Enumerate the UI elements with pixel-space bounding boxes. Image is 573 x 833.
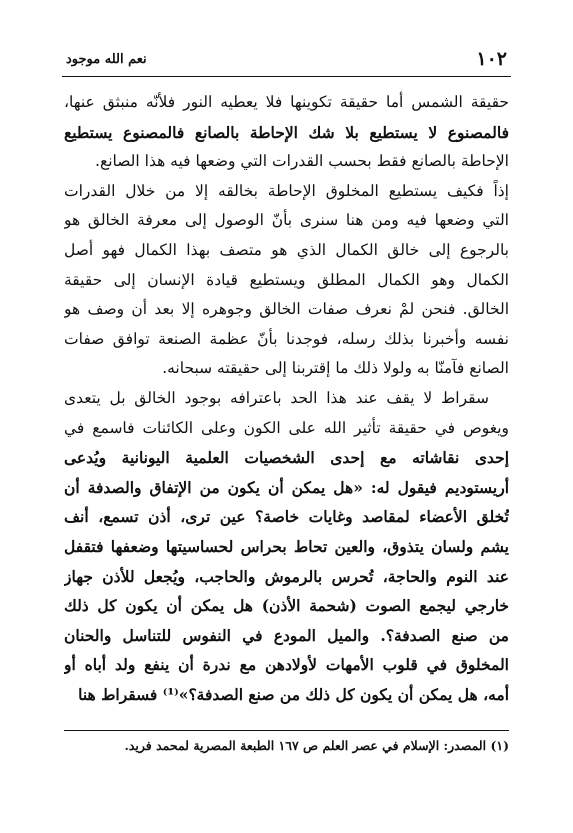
text-line: من صنع الصدفة؟. والميل المودع في النفوس للتناسل والحنان	[64, 625, 509, 645]
page-number: ١٠٢	[476, 48, 507, 70]
text-line: عند النوم والحاجة، تُحرس بالرموش والحاجب، ويُجعل للأذن جهاز	[64, 566, 509, 586]
text-line: فالمصنوع لا يستطيع بلا شك الإحاطة بالصانع فالمصنوع يستطيع	[64, 122, 509, 142]
text-line: التي وضعها فيه ومن هنا سنرى بأنّ الوصول إلى معرفة الخالق هو	[64, 211, 509, 230]
text-line: الكمال وهو الكمال المطلق ويستطيع قيادة الإنسان إلى حقيقة	[64, 270, 509, 289]
text-line: بالرجوع إلى خالق الكمال الذي هو متصف بهذا الكمال فهو أصل	[64, 240, 509, 259]
footnote: (١) المصدر: الإسلام في عصر العلم ص ١٦٧ الطبعة المصرية لمحمد فريد.	[124, 738, 509, 753]
page-header	[62, 48, 511, 76]
text-line: ويغوص في حقيقة تأثير الله على الكون وعلى الكائنات فاسمع في	[64, 418, 509, 437]
body-text	[64, 88, 509, 709]
text-line: الصانع فآمنّا به ولولا ذلك ما إقتربنا إلى حقيقته سبحانه.	[162, 359, 509, 378]
text-line: يشم ولسان يتذوق، والعين تحاط بحراس لحساسيتها وضعفها فتقفل	[64, 536, 509, 556]
running-title: نعم الله موجود	[66, 52, 147, 67]
text-line: أريستوديم فيقول له: «هل يمكن أن يكون من الإتفاق والصدفة أن	[64, 477, 509, 497]
text-line: تُخلق الأعضاء لمقاصد وغايات خاصة؟ عين ترى، أذن تسمع، أنف	[64, 507, 509, 527]
text-line: إذاً فكيف يستطيع المخلوق الإحاطة بخالقه إلا من خلال القدرات	[64, 181, 509, 200]
text-line: خارجي ليجمع الصوت (شحمة الأذن) هل يمكن أن يكون كل ذلك	[64, 596, 509, 616]
text-line: نفسه وأخبرنا بذلك رسله، فوجدنا بأنّ عظمة الصنعة توافق صفات	[64, 329, 509, 348]
text-line: أمه، هل يمكن أن يكون كل ذلك من صنع الصدفة؟»⁽¹⁾ فسقراط هنا	[78, 684, 509, 704]
header-rule	[62, 76, 511, 77]
text-line: الإحاطة بالصانع فقط بحسب القدرات التي وضعها فيه هذا الصانع.	[95, 152, 509, 171]
footnote-rule	[64, 730, 509, 731]
text-line: المخلوق في قلوب الأمهات لأولادهن مع ندرة أن ينفع ولد أباه أو	[64, 655, 509, 675]
text-line: سقراط لا يقف عند هذا الحد باعترافه بوجود الخالق بل يتعدى	[64, 388, 489, 407]
text-line: الخالق. فنحن لمْ نعرف صفات الخالق وجوهره إلا بعد أن وصف هو	[64, 300, 509, 319]
text-line: حقيقة الشمس أما حقيقة تكوينها فلا يعطيه النور فلأنّه منبثق عنها،	[64, 93, 509, 111]
text-line: إحدى نقاشاته مع إحدى الشخصيات العلمية اليونانية ويُدعى	[64, 448, 509, 468]
